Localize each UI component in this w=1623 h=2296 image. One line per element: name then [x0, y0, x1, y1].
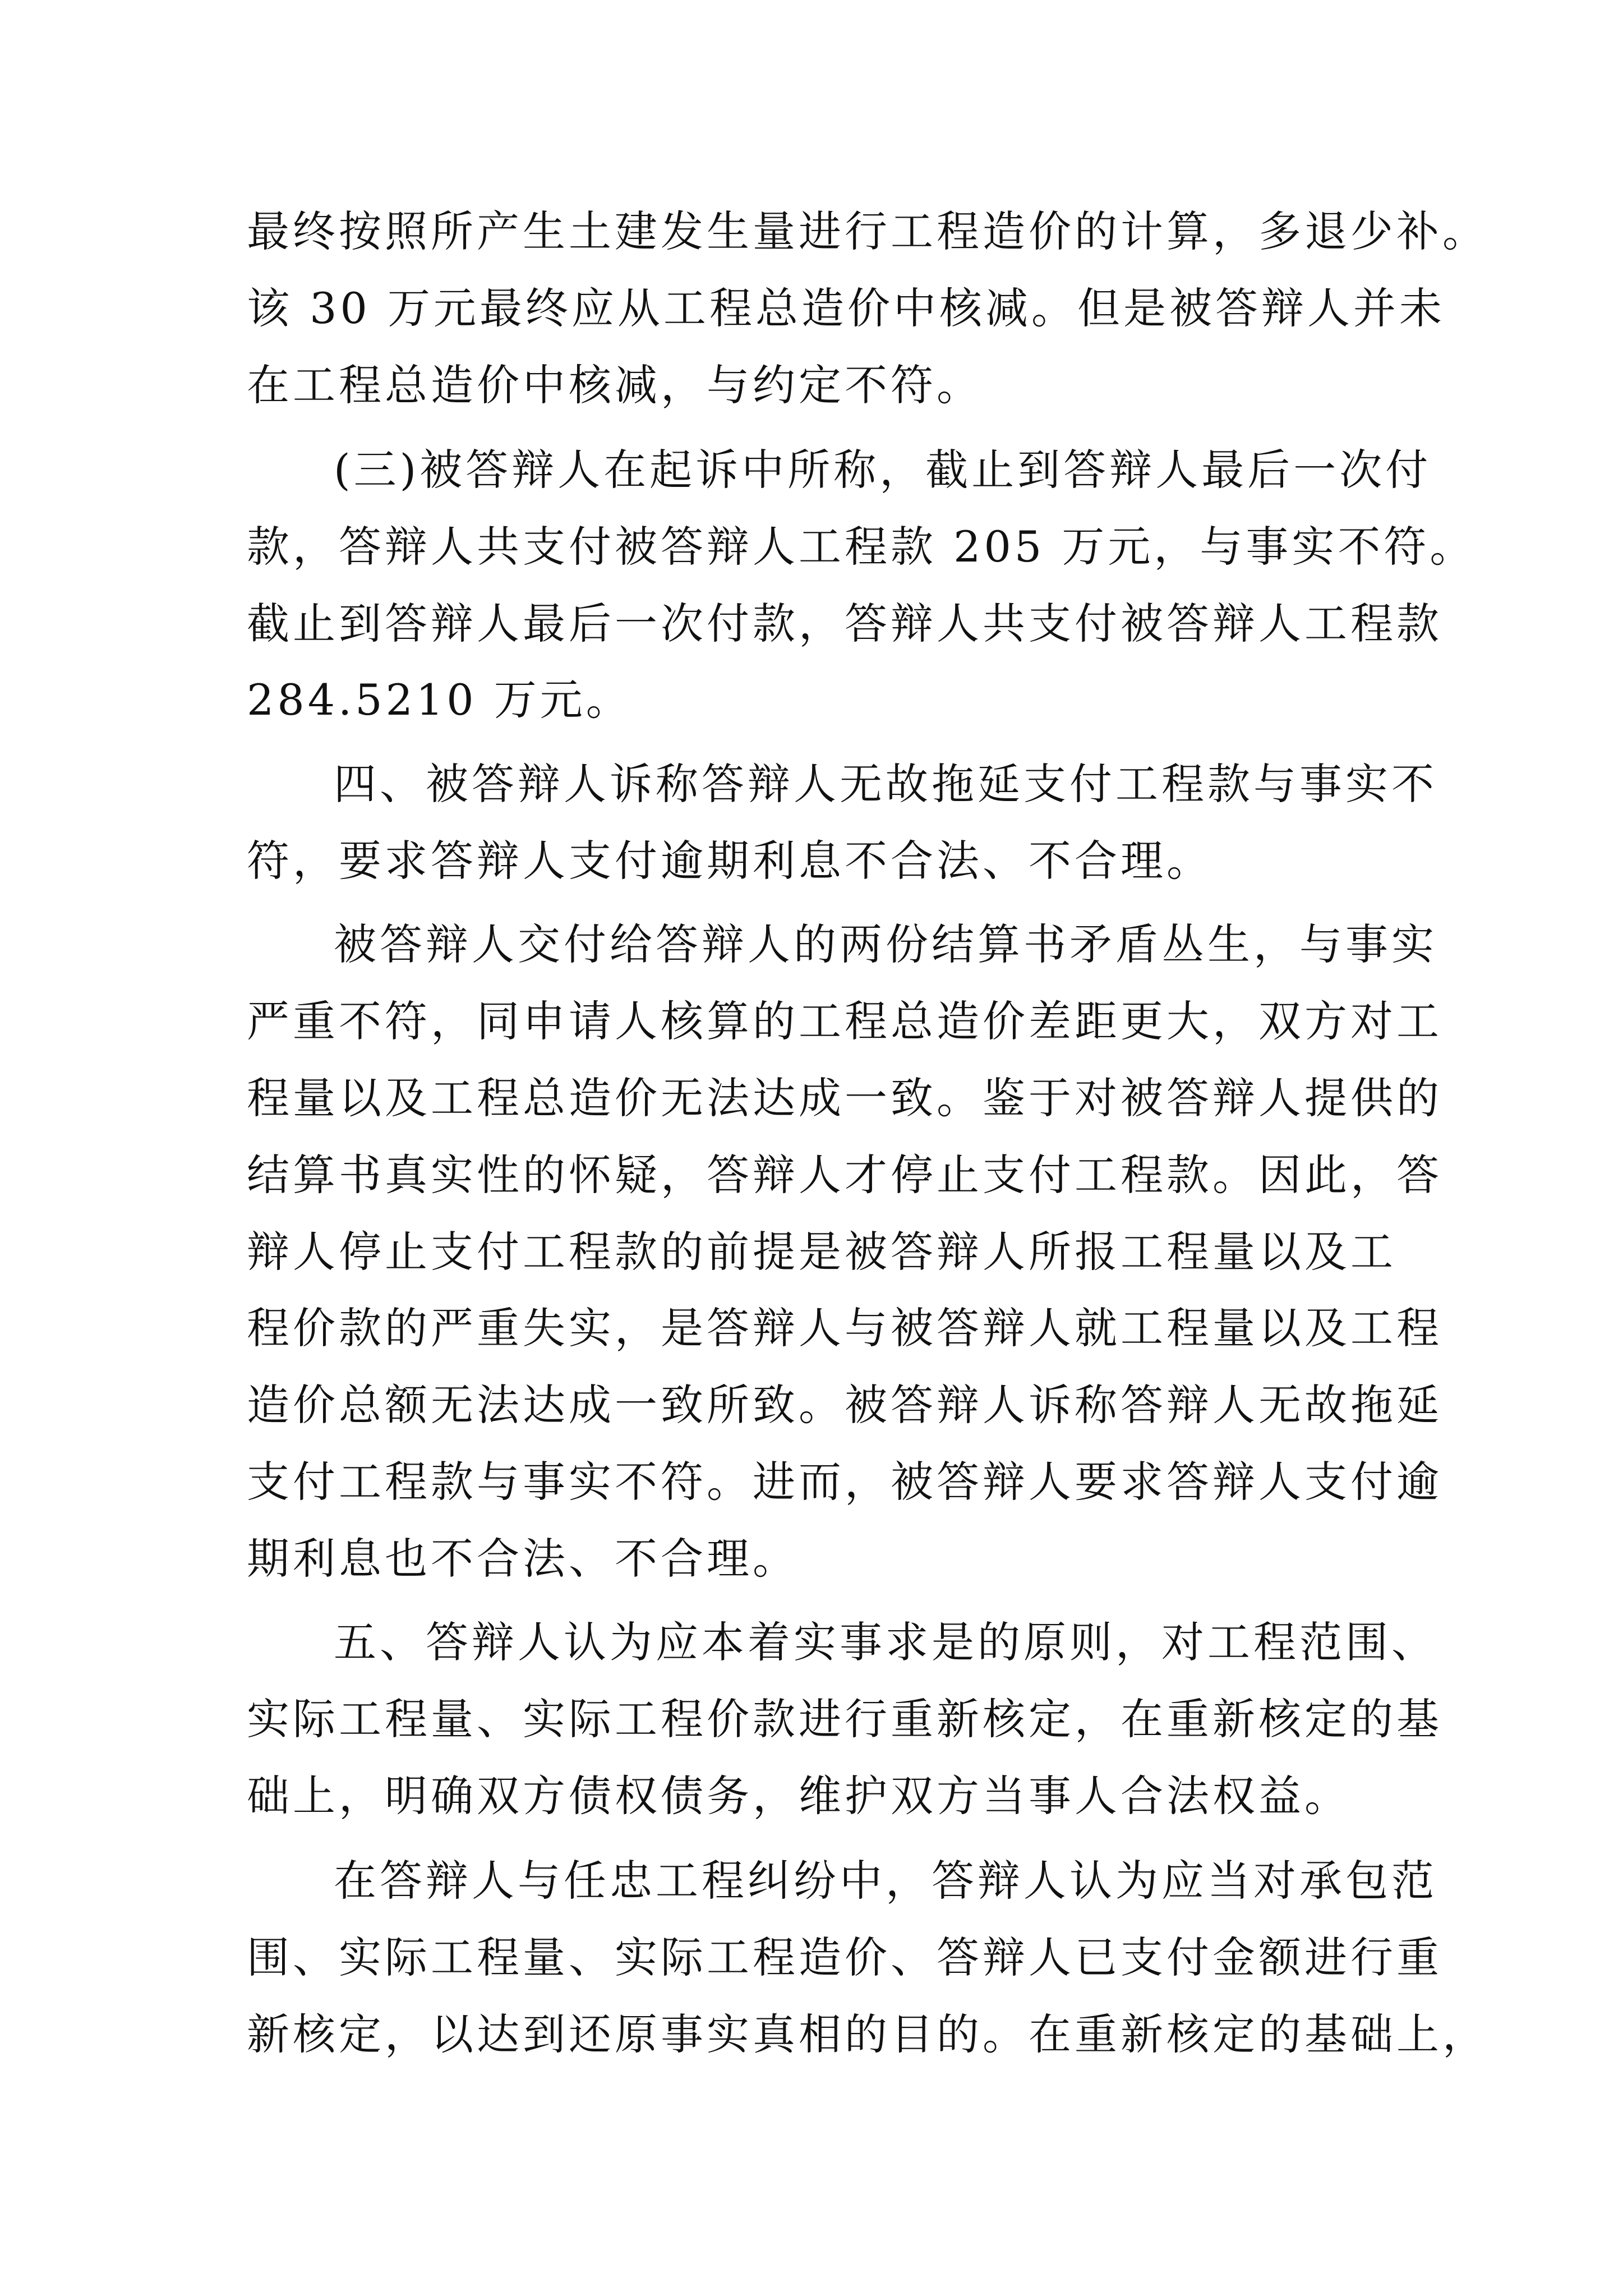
text-line: 在答辩人与任忠工程纠纷中，答辩人认为应当对承包范 [334, 1856, 1437, 1906]
text-line: 最终按照所产生土建发生量进行工程造价的计算，多退少补。 [247, 206, 1488, 256]
text-line: 严重不符，同申请人核算的工程总造价差距更大，双方对工 [247, 996, 1442, 1046]
text-line: 被答辩人交付给答辩人的两份结算书矛盾丛生，与事实 [334, 919, 1437, 969]
text-line: 结算书真实性的怀疑，答辩人才停止支付工程款。因此，答 [247, 1150, 1442, 1200]
text-line: 该 30 万元最终应从工程总造价中核减。但是被答辩人并未 [247, 283, 1446, 333]
text-line: 实际工程量、实际工程价款进行重新核定，在重新核定的基 [247, 1694, 1442, 1744]
text-line: 在工程总造价中核减，与约定不符。 [247, 360, 983, 410]
text-line: (三)被答辩人在起诉中所称，截止到答辩人最后一次付 [334, 445, 1432, 495]
text-line: 五、答辩人认为应本着实事求是的原则，对工程范围、 [334, 1617, 1437, 1667]
text-line: 支付工程款与事实不符。进而，被答辩人要求答辩人支付逾 [247, 1457, 1442, 1507]
text-line: 新核定，以达到还原事实真相的目的。在重新核定的基础上， [247, 2009, 1488, 2059]
text-line: 期利息也不合法、不合理。 [247, 1534, 799, 1584]
text-line: 截止到答辩人最后一次付款，答辩人共支付被答辩人工程款 [247, 599, 1442, 648]
text-line: 284.5210 万元。 [247, 675, 632, 725]
text-line: 础上，明确双方债权债务，维护双方当事人合法权益。 [247, 1771, 1350, 1821]
text-line: 程价款的严重失实，是答辩人与被答辩人就工程量以及工程 [247, 1303, 1442, 1353]
text-line: 围、实际工程量、实际工程造价、答辩人已支付金额进行重 [247, 1932, 1442, 1982]
text-line: 程量以及工程总造价无法达成一致。鉴于对被答辩人提供的 [247, 1073, 1442, 1123]
text-line: 四、被答辩人诉称答辩人无故拖延支付工程款与事实不 [334, 759, 1437, 809]
text-line: 款，答辩人共支付被答辩人工程款 205 万元，与事实不符。 [247, 522, 1476, 572]
text-line: 辩人停止支付工程款的前提是被答辩人所报工程量以及工 [247, 1227, 1396, 1277]
text-line: 符，要求答辩人支付逾期利息不合法、不合理。 [247, 836, 1212, 886]
text-line: 造价总额无法达成一致所致。被答辩人诉称答辩人无故拖延 [247, 1380, 1442, 1430]
